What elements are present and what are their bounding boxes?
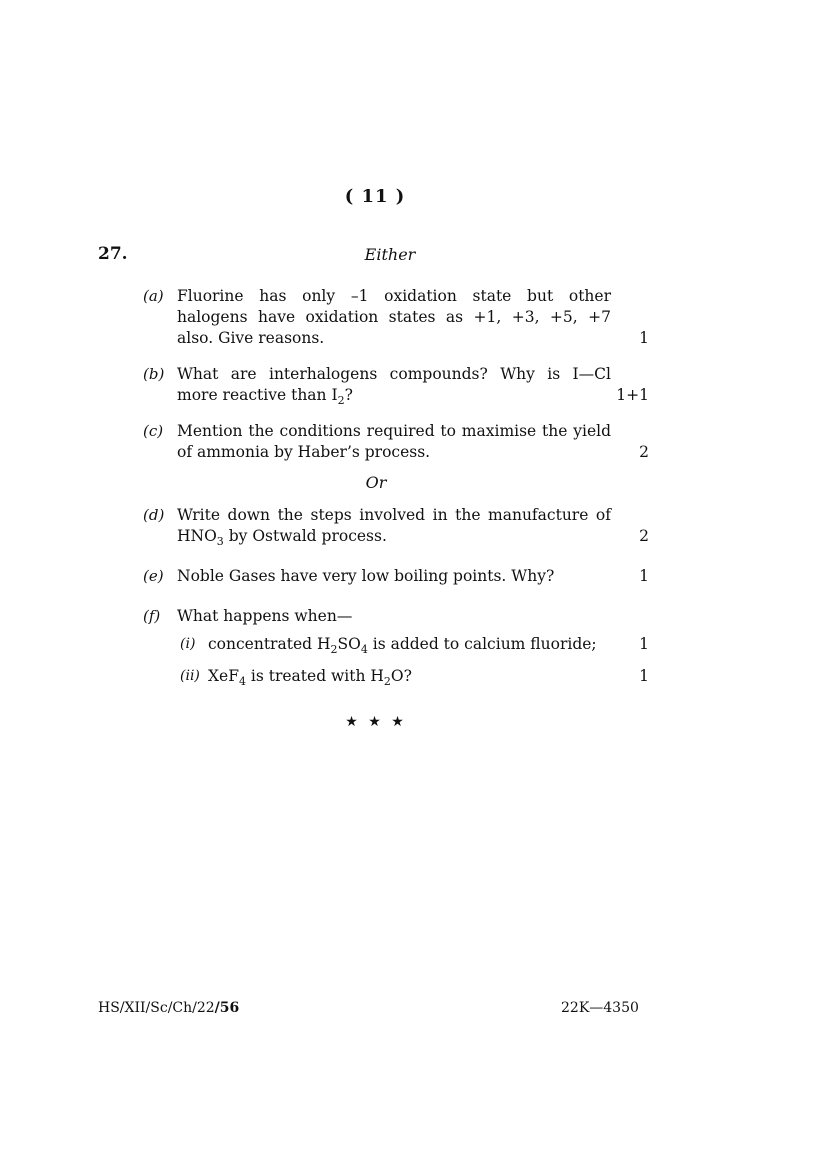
part-c-label: (c): [143, 422, 164, 440]
part-b-line-2-end: ?: [344, 386, 353, 404]
part-f-sub-i-text-start: concentrated H: [208, 635, 331, 653]
part-f-sub-i-text: [208, 634, 597, 656]
part-f: [143, 606, 653, 628]
question-number: 27.: [98, 244, 128, 264]
subscript: 4: [360, 643, 368, 656]
part-d-label: (d): [143, 506, 165, 524]
part-a-line-1: Fluorine has only –1 oxidation state but other: [177, 287, 611, 305]
part-f-sub-i: [180, 634, 653, 658]
paper-code: [98, 1000, 239, 1016]
part-f-sub-i-label: (i): [180, 636, 196, 652]
or-label: Or: [365, 473, 387, 492]
part-c-line-1: Mention the conditions required to maximise the yield: [177, 422, 611, 440]
part-f-sub-ii-text: [208, 666, 412, 688]
part-e: [143, 566, 653, 588]
part-f-sub-ii-text-mid: is treated with H: [245, 667, 384, 685]
paper-code-prefix: HS/XII/Sc/Ch/22: [98, 1000, 215, 1016]
part-b-label: (b): [143, 365, 165, 383]
serial-number: 22K—4350: [561, 1000, 639, 1016]
part-b-line-1: What are interhalogens compounds? Why is I—Cl: [177, 365, 611, 383]
part-f-sub-ii-text-start: XeF: [208, 667, 239, 685]
part-d-marks: 2: [639, 527, 649, 545]
either-label: Either: [364, 245, 416, 264]
part-b-text: [177, 364, 611, 407]
part-b: [143, 364, 653, 408]
subscript: 3: [216, 535, 224, 548]
paper-code-suffix: /56: [214, 1000, 240, 1016]
part-b-line-2-text: more reactive than I: [177, 386, 338, 404]
part-d-line-2: [177, 526, 611, 548]
part-c-text: [177, 421, 611, 463]
part-e-label: (e): [143, 567, 164, 585]
part-c-marks: 2: [639, 443, 649, 461]
part-e-marks: 1: [639, 567, 649, 585]
end-of-paper-stars: ★ ★ ★: [345, 714, 407, 730]
part-b-line-2: [177, 385, 611, 407]
part-f-sub-ii-marks: 1: [639, 667, 649, 685]
part-a-marks: 1: [639, 329, 649, 347]
page-number: ( 11 ): [344, 186, 406, 207]
part-f-text: What happens when—: [177, 607, 353, 625]
subscript: 4: [238, 675, 246, 688]
part-a-line-3: also. Give reasons.: [177, 329, 325, 347]
part-f-sub-i-text-end: is added to calcium fluoride;: [367, 635, 597, 653]
part-e-text: Noble Gases have very low boiling points. Why?: [177, 567, 555, 585]
part-a: [143, 286, 653, 349]
subscript: 2: [330, 643, 338, 656]
part-f-sub-i-marks: 1: [639, 635, 649, 653]
subscript: 2: [337, 394, 345, 407]
part-f-sub-i-text-mid: SO: [337, 635, 361, 653]
part-d: [143, 505, 653, 553]
part-f-sub-ii-label: (ii): [180, 668, 200, 684]
part-b-marks: 1+1: [616, 386, 649, 404]
part-c: [143, 421, 653, 465]
part-f-sub-ii-text-end: O?: [390, 667, 412, 685]
subscript: 2: [383, 675, 391, 688]
part-d-line-2-end: by Ostwald process.: [223, 527, 387, 545]
part-f-sub-ii: [180, 666, 653, 690]
part-a-text: [177, 286, 611, 349]
part-f-label: (f): [143, 607, 161, 625]
part-d-line-2-text: HNO: [177, 527, 217, 545]
part-a-label: (a): [143, 287, 164, 305]
part-a-line-2: halogens have oxidation states as +1, +3, +5, +7: [177, 308, 611, 326]
part-d-text: [177, 505, 611, 548]
part-d-line-1: Write down the steps involved in the manufacture of: [177, 506, 611, 524]
part-c-line-2: of ammonia by Haber’s process.: [177, 443, 431, 461]
